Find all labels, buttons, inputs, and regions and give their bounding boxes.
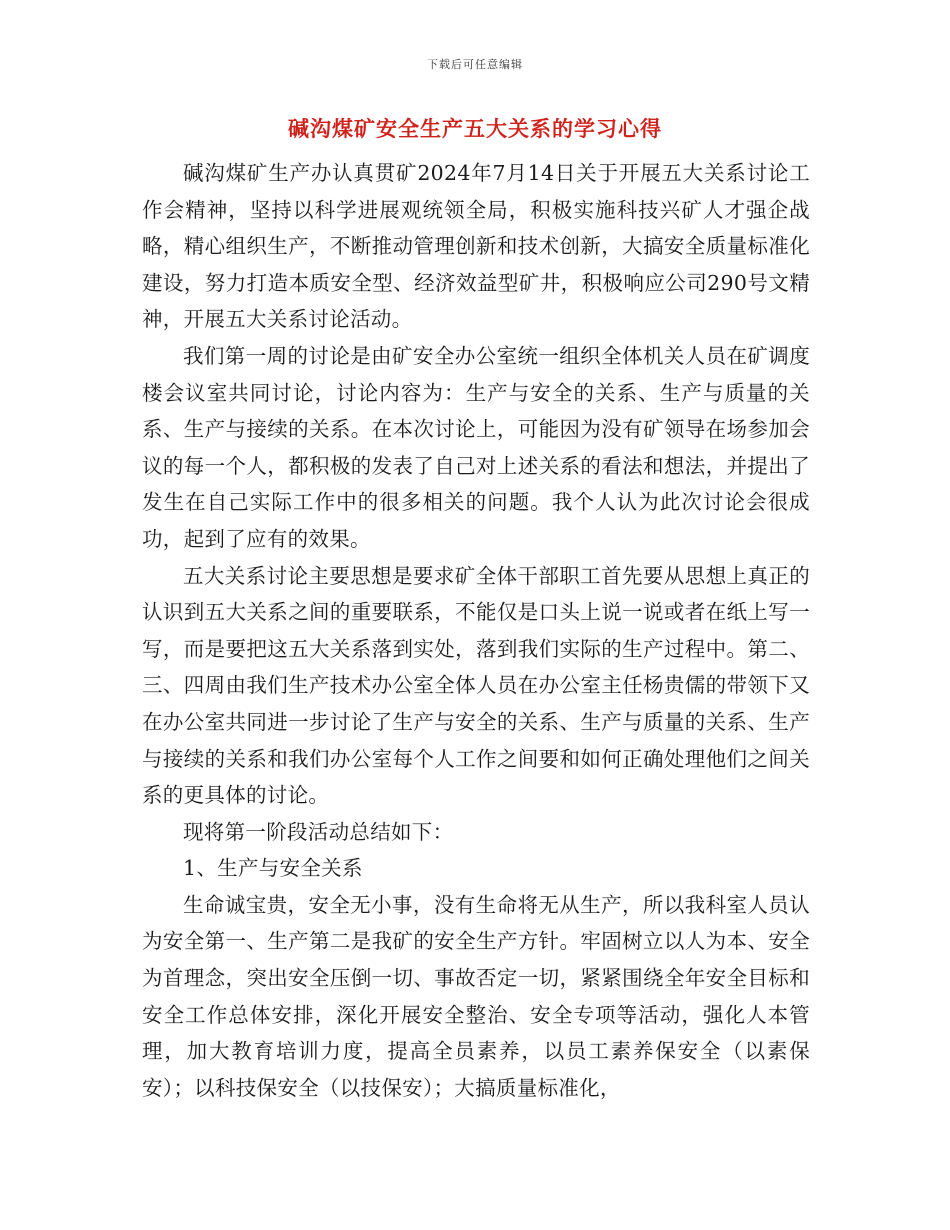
paragraph-summary-lead: 现将第一阶段活动总结如下： [183, 819, 454, 844]
section-heading-1: 1、生产与安全关系 [183, 856, 363, 881]
document-title: 碱沟煤矿安全生产五大关系的学习心得 [288, 116, 662, 141]
paragraph-main-idea: 五大关系讨论主要思想是要求矿全体干部职工首先要从思想上真正的认识到五大关系之间的重要联系，不能仅是口头上说一说或者在纸上写一写，而是要把这五大关系落到实处，落到我们实际的生产过程中。第二、三、四周由我们生产技术办公室全体人员在办公室主任杨贵儒的带领下又在办公室共同进一步讨论了生产与安全的关系、生产与质量的关系、生产与接续的关系和我们办公室每个人工作之间要和如何正确处理他们之间关系的更具体的讨论。 [142, 563, 810, 808]
paragraph-safety: 生命诚宝贵，安全无小事，没有生命将无从生产，所以我科室人员认为安全第一、生产第二是我矿的安全生产方针。牢固树立以人为本、安全为首理念，突出安全压倒一切、事故否定一切，紧紧围绕全年安全目标和安全工作总体安排，深化开展安全整治、安全专项等活动，强化人本管理，加大教育培训力度，提高全员素养，以员工素养保安全（以素保安）；以科技保安全（以技保安）；大搞质量标准化， [142, 892, 810, 1100]
document-body [142, 155, 810, 1106]
paragraph-intro: 碱沟煤矿生产办认真贯矿2024年7月14日关于开展五大关系讨论工作会精神，坚持以科学进展观统领全局，积极实施科技兴矿人才强企战略，精心组织生产，不断推动管理创新和技术创新，大搞安全质量标准化建设，努力打造本质安全型、经济效益型矿井，积极响应公司290号文精神，开展五大关系讨论活动。 [142, 161, 810, 332]
paragraph-first-week: 我们第一周的讨论是由矿安全办公室统一组织全体机关人员在矿调度楼会议室共同讨论，讨论内容为：生产与安全的关系、生产与质量的关系、生产与接续的关系。在本次讨论上，可能因为没有矿领导在场参加会议的每一个人，都积极的发表了自己对上述关系的看法和想法，并提出了发生在自己实际工作中的很多相关的问题。我个人认为此次讨论会很成功，起到了应有的效果。 [142, 343, 810, 551]
page-header-note: 下载后可任意编辑 [427, 58, 523, 71]
